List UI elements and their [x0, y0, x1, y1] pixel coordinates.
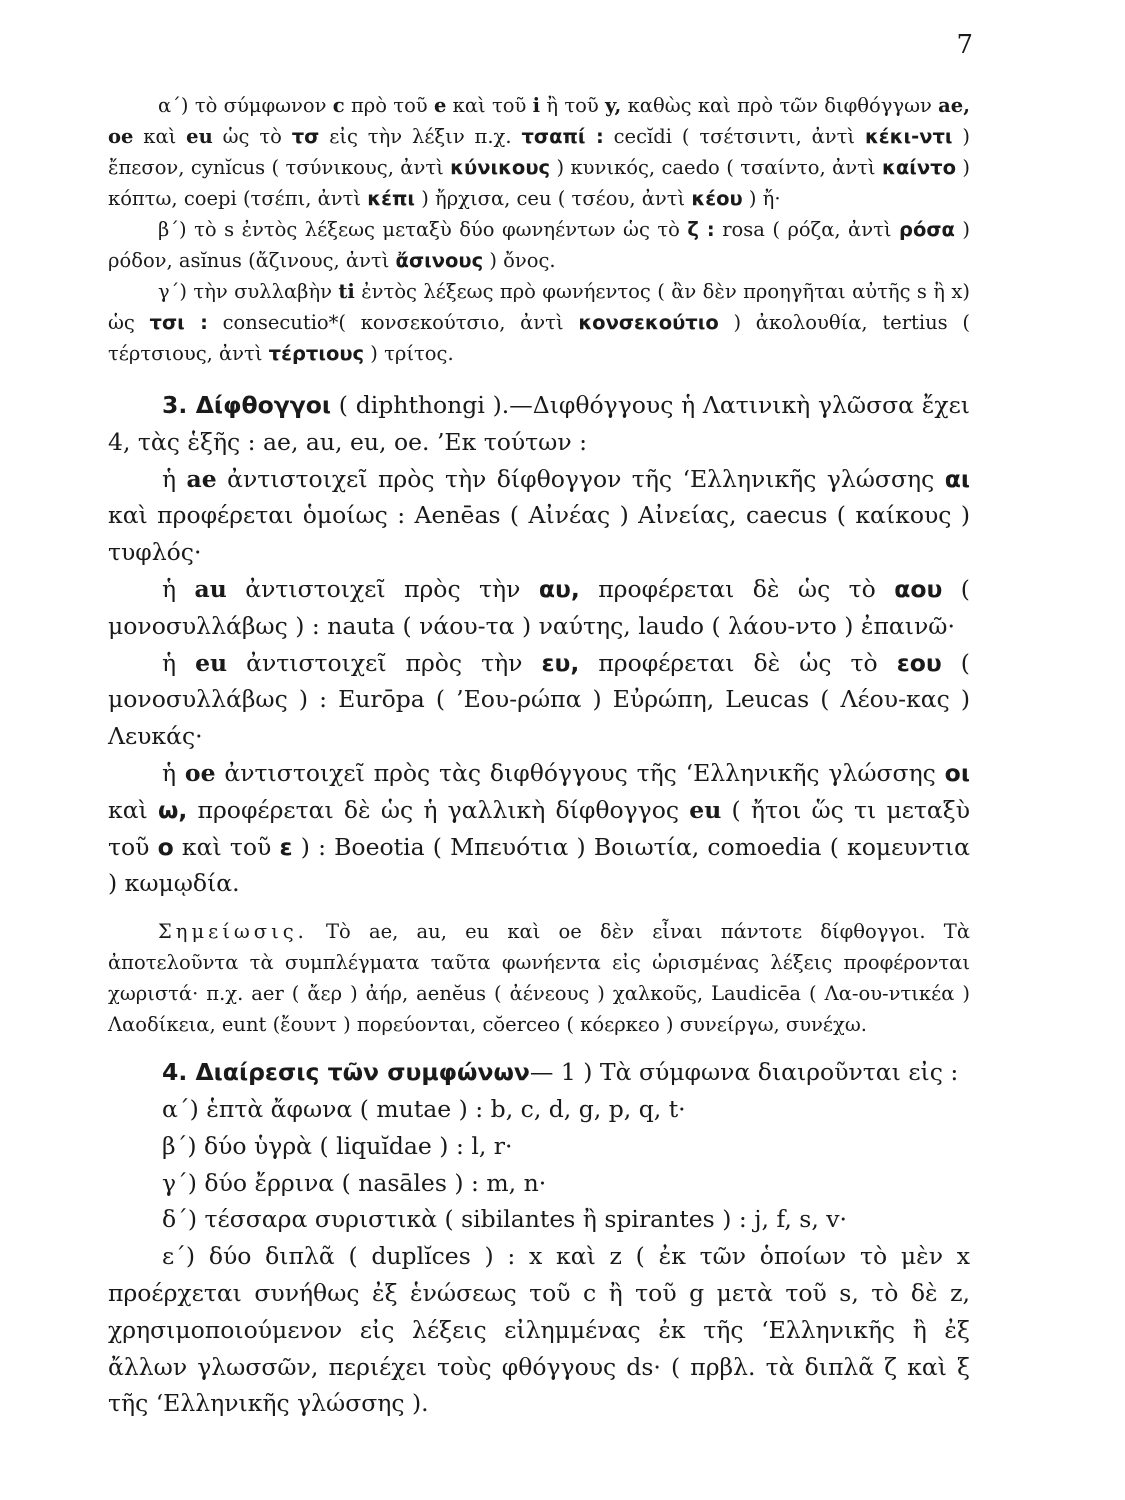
note-label: Σημείωσις. [158, 920, 308, 944]
diphthong-eu: ἡ eu ἀντιστοιχεῖ πρὸς τὴν ευ, προφέρεται δὲ ὡς τὸ εου ( μονοσυλλάβως ) : Eurōpa ( ’Εου-ρώπα ) Εὐρώπη, Leucas ( Λέου-κας ) Λευκάς· [108, 648, 970, 751]
diphthongs-section [108, 387, 970, 902]
consonants-section [108, 1054, 970, 1422]
alpha-section [108, 90, 970, 369]
note-paragraph: Σημείωσις. Τὸ ae, au, eu καὶ oe δὲν εἶναι πάντοτε δίφθογγοι. Τὰ ἀποτελοῦντα τὰ συμπλέγματα ταῦτα φωνήεντα εἰς ὡρισμένας λέξεις προφέρονται χωριστά· π.χ. aer ( ἄερ ) ἀήρ, aenĕus ( ἀένεους ) χαλκοῦς, Laudicēa ( Λα-ου-ντικέα ) Λαοδίκεια, eunt (ἔουντ ) πορεύονται, cŏerceo ( κόερκεο ) συνείργω, συνέχω. [108, 920, 970, 1037]
page-number: 7 [956, 30, 973, 60]
diphthongs-intro: 3. Δίφθογγοι ( diphthongi ).—Διφθόγγους ἡ Λατινικὴ γλῶσσα ἔχει 4, τὰς ἑξῆς : ae, au, eu, oe. ’Εκ τούτων : [108, 391, 970, 456]
section-heading-3: 3. Δίφθογγοι [162, 391, 332, 419]
page-content [108, 90, 970, 1422]
rule-gamma: γ΄) τὴν συλλαβὴν ti ἐντὸς λέξεως πρὸ φωνήεντος ( ἂν δὲν προηγῆται αὐτῆς s ἢ x) ὡς τσι : consecutio*( κονσεκούτσιο, ἀντὶ κονσεκούτιο ) ἀκολουθία, tertius ( τέρτσιους, ἀντὶ τέρτιους ) τρίτος. [108, 280, 970, 365]
note-section [108, 916, 970, 1040]
consonant-item: δ΄) τέσσαρα συριστικὰ ( sibilantes ἢ spirantes ) : j, f, s, v· [162, 1205, 847, 1234]
consonant-item: γ΄) δύο ἔρρινα ( nasāles ) : m, n· [162, 1168, 547, 1197]
consonant-item: α΄) ἑπτὰ ἄφωνα ( mutae ) : b, c, d, g, p, q, t· [162, 1094, 686, 1123]
diphthong-au: ἡ au ἀντιστοιχεῖ πρὸς τὴν αυ, προφέρεται δὲ ὡς τὸ αου ( μονοσυλλάβως ) : nauta ( νάου-τα ) ναύτης, laudo ( λάου-ντο ) ἐπαινῶ· [108, 574, 970, 640]
section-heading-4: 4. Διαίρεσις τῶν συμφώνων [162, 1058, 530, 1087]
consonants-intro: 4. Διαίρεσις τῶν συμφώνων— 1 ) Τὰ σύμφωνα διαιροῦνται εἰς : [162, 1058, 959, 1087]
diphthong-ae: ἡ ae ἀντιστοιχεῖ πρὸς τὴν δίφθογγον τῆς ‘Ελληνικῆς γλώσσης αι καὶ προφέρεται ὁμοίως : Aenēas ( Αἰνέας ) Αἰνείας, caecus ( καίκους ) τυφλός· [108, 464, 970, 567]
rule-alpha: α΄) τὸ σύμφωνον c πρὸ τοῦ e καὶ τοῦ i ἢ τοῦ y, καθὼς καὶ πρὸ τῶν διφθόγγων ae, oe καὶ eu ὡς τὸ τσ εἰς τὴν λέξιν π.χ. τσαπί : cecĭdi ( τσέτσιντι, ἀντὶ κέκι-ντι ) ἔπεσον, cynĭcus ( τσύνικους, ἀντὶ κύνικους ) κυνικός, caedo ( τσαίντο, ἀντὶ καίντο ) κόπτω, coepi (τσέπι, ἀντὶ κέπι ) ἤρχισα, ceu ( τσέου, ἀντὶ κέου ) ἤ· [108, 94, 971, 210]
consonant-item: β΄) δύο ὑγρὰ ( liquĭdae ) : l, r· [162, 1131, 513, 1160]
consonant-item-double: ε΄) δύο διπλᾶ ( duplĭces ) : x καὶ z ( ἐκ τῶν ὁποίων τὸ μὲν x προέρχεται συνήθως ἐξ ἑνώσεως τοῦ c ἢ τοῦ g μετὰ τοῦ s, τὸ δὲ z, χρησιμοποιούμενον εἰς λέξεις εἰλημμένας ἐκ τῆς ‘Ελληνικῆς ἢ ἐξ ἄλλων γλωσσῶν, περιέχει τοὺς φθόγγους ds· ( πρβλ. τὰ διπλᾶ ζ καὶ ξ τῆς ‘Ελληνικῆς γλώσσης ). [108, 1242, 970, 1418]
rule-beta: β΄) τὸ s ἐντὸς λέξεως μεταξὺ δύο φωνηέντων ὡς τὸ ζ : rosa ( ρόζα, ἀντὶ ρόσα ) ρόδον, asĭnus (ἄζινους, ἀντὶ ἄσινους ) ὄνος. [108, 218, 971, 272]
diphthong-oe: ἡ oe ἀντιστοιχεῖ πρὸς τὰς διφθόγγους τῆς ‘Ελληνικῆς γλώσσης οι καὶ ω, προφέρεται δὲ ὡς ἡ γαλλικὴ δίφθογγος eu ( ἤτοι ὥς τι μεταξὺ τοῦ ο καὶ τοῦ ε ) : Boeotia ( Μπευότια ) Βοιωτία, comoedia ( κομευντια ) κωμῳδία. [108, 758, 971, 898]
